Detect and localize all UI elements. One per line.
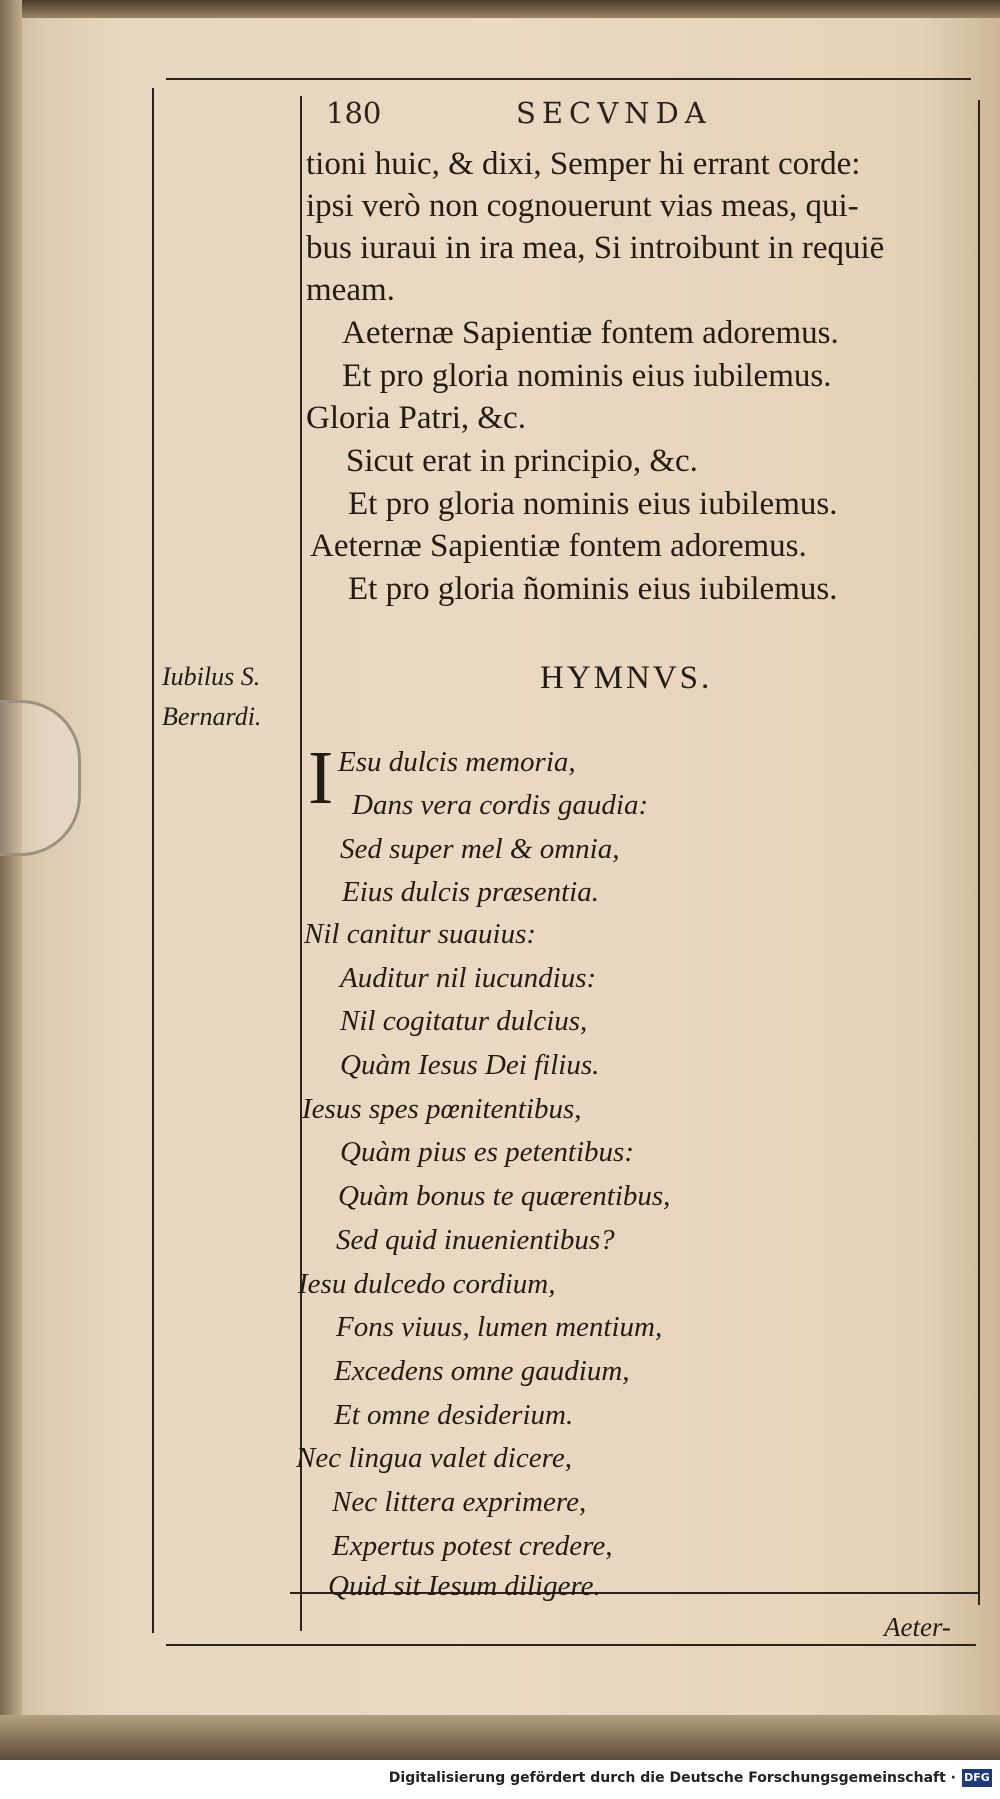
top-rule [166,78,971,80]
book-bottom-edge [0,1715,1000,1760]
text-right-rule [978,100,980,1605]
dfg-logo: DFG [962,1769,992,1787]
prose-line: Et pro gloria ñominis eius iubilemus. [348,571,838,607]
book-spine-edge [0,0,22,1760]
hymn-line: Auditur nil iucundius: [340,962,597,994]
hymn-line: Expertus potest credere, [332,1530,613,1562]
footer-credit: Digitalisierung gefördert durch die Deutsche Forschungsgemeinschaft · [388,1770,956,1786]
hymn-line: Iesus spes pœnitentibus, [302,1093,582,1125]
hymn-line: Fons viuus, lumen mentium, [336,1311,663,1343]
hymn-line: Nil canitur suauius: [304,918,537,950]
hymn-line: Dans vera cordis gaudia: [352,789,649,821]
hymn-line: Et omne desiderium. [334,1399,574,1431]
margin-note-line-2: Bernardi. [162,702,262,731]
running-head [326,96,966,138]
prose-line: meam. [306,272,395,308]
hymn-line: Eius dulcis præsentia. [342,876,599,908]
hymn-first-line: Esu dulcis memoria, [338,746,576,778]
prose-line: Et pro gloria nominis eius iubilemus. [348,486,838,522]
page-number: 180 [326,96,382,130]
prose-line: Sicut erat in principio, &c. [346,443,698,479]
prose-line: Aeternæ Sapientiæ fontem adoremus. [342,315,839,351]
prose-line: bus iuraui in ira mea, Si introibunt in requiē [306,230,885,266]
prose-line: Gloria Patri, &c. [306,400,526,436]
bottom-rule [166,1644,976,1646]
hymn-line: Excedens omne gaudium, [334,1355,630,1387]
hymn-line: Quàm bonus te quærentibus, [338,1180,671,1212]
hymn-line: Sed quid inuenientibus? [336,1224,615,1256]
hymn-line: Iesu dulcedo cordium, [298,1268,556,1300]
hymn-title: HYMNVS. [540,660,713,696]
prose-line: tioni huic, & dixi, Semper hi errant corde: [306,146,861,182]
prose-line: Et pro gloria nominis eius iubilemus. [342,358,832,394]
margin-left-rule [152,88,154,1633]
prose-line: Aeternæ Sapientiæ fontem adoremus. [310,528,807,564]
hymn-line: Nil cogitatur dulcius, [340,1005,588,1037]
hymn-line: Quàm pius es petentibus: [340,1136,634,1168]
drop-cap: I [308,736,334,820]
hymn-line: Nec lingua valet dicere, [296,1442,572,1474]
section-title: SECVNDA [516,96,712,130]
page-clip [0,700,81,856]
hymn-line: Nec littera exprimere, [332,1486,587,1518]
hymn-line: Sed super mel & omnia, [340,833,620,865]
hymn-line: Quàm Iesus Dei filius. [340,1049,600,1081]
text-left-rule [300,96,302,1631]
digitization-footer [0,1760,1000,1799]
hymn-line: Quid sit Iesum diligere. [328,1570,601,1602]
catchword: Aeter- [884,1612,951,1642]
book-top-edge [0,0,1000,18]
prose-line: ipsi verò non cognouerunt vias meas, qui- [306,188,859,224]
margin-note-line-1: Iubilus S. [162,662,261,691]
